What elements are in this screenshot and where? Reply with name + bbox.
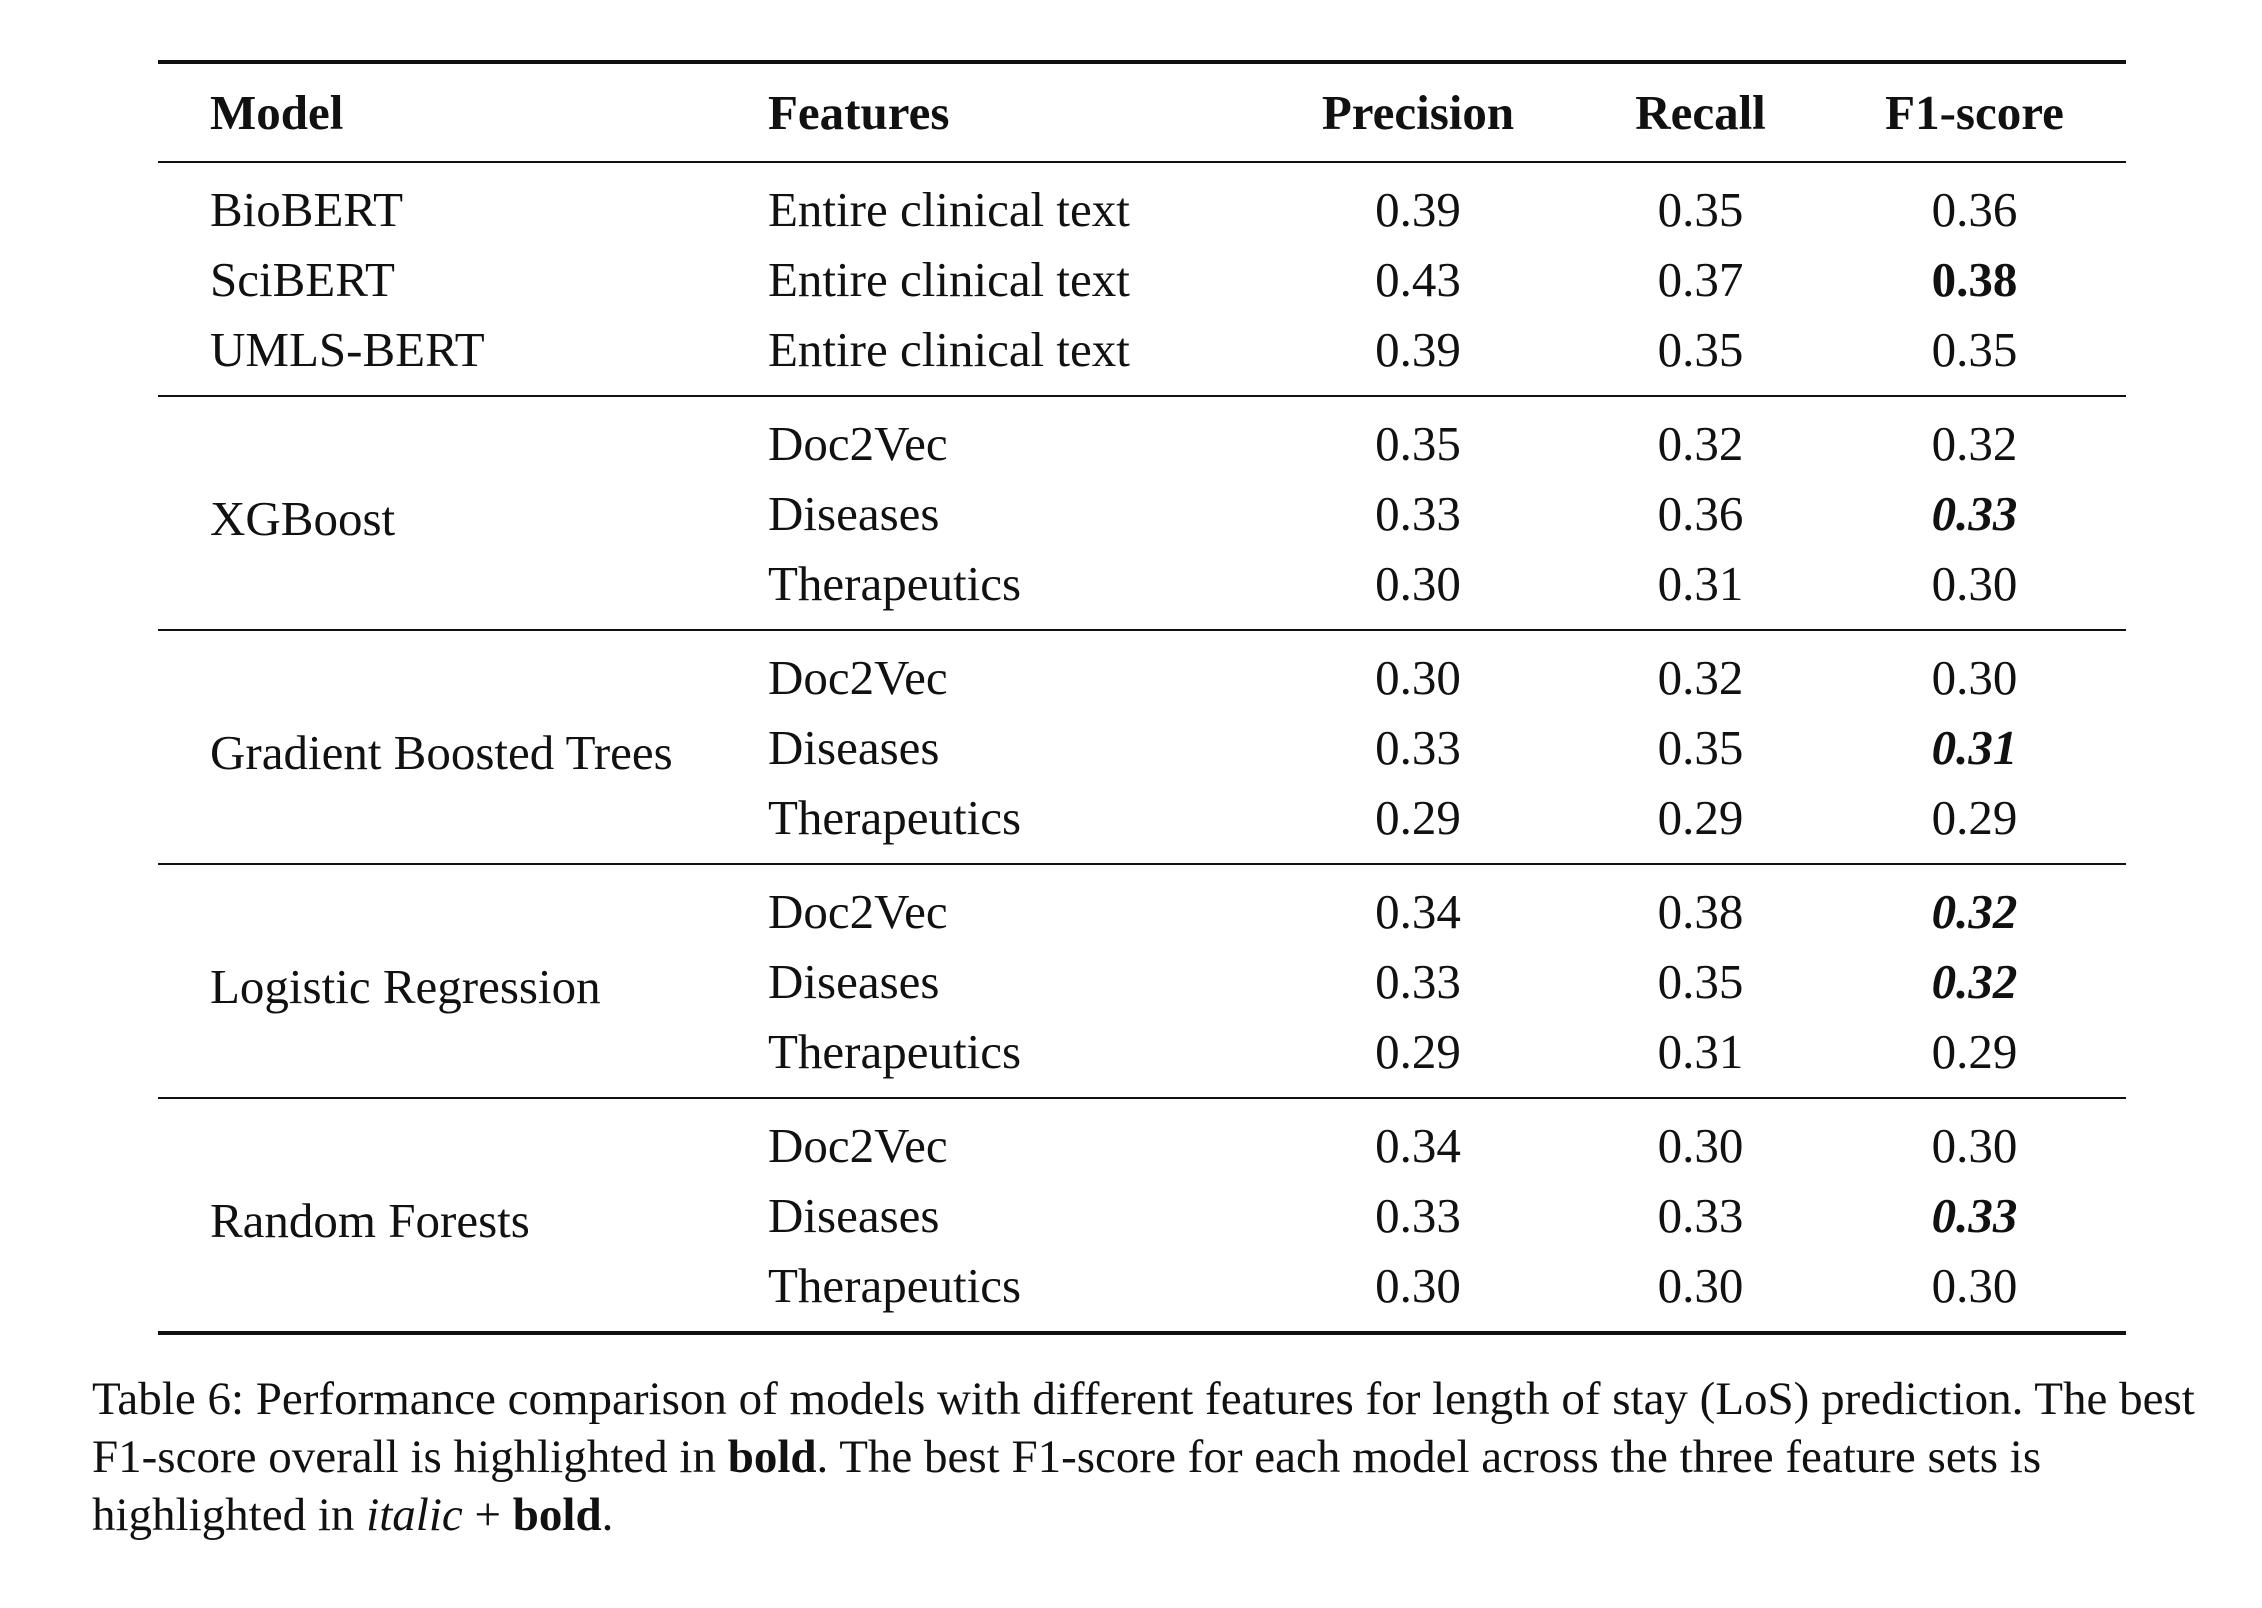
feature-name: Diseases [768,954,940,1009]
feature-name: Therapeutics [768,790,1022,845]
precision-value: 0.29 [1375,1024,1461,1079]
table-row [158,1098,2126,1181]
header-model: Model [210,84,344,140]
feature-name: Entire clinical text [768,182,1130,237]
precision-value: 0.33 [1375,954,1461,1009]
group-bert-models [158,162,2126,396]
feature-name: Therapeutics [768,556,1022,611]
caption-text-1: Table 6: Performance comparison of models with different features for length of stay (LoS) prediction. The best F1-score overall is highlighted in [92,1373,2195,1483]
table-row [158,162,2126,245]
header-features: Features [768,84,950,140]
table-caption [92,1370,2222,1544]
results-table [158,60,2126,1335]
precision-value: 0.35 [1375,416,1461,471]
feature-name: Diseases [768,1188,940,1243]
table-row [158,315,2126,396]
f1-value: 0.29 [1931,790,2018,845]
precision-value: 0.33 [1375,720,1461,775]
feature-name: Doc2Vec [768,1118,948,1173]
precision-value: 0.30 [1375,1258,1461,1313]
recall-value: 0.35 [1657,322,1744,377]
precision-value: 0.39 [1375,182,1461,237]
table-header-row [158,62,2126,162]
feature-name: Entire clinical text [768,322,1130,377]
f1-value: 0.30 [1931,1258,2018,1313]
recall-value: 0.31 [1657,556,1744,611]
group-xgboost [158,396,2126,630]
recall-value: 0.35 [1657,182,1744,237]
recall-value: 0.35 [1657,954,1744,1009]
model-name: BioBERT [210,182,404,237]
f1-value-best-model: 0.33 [1931,486,2018,541]
recall-value: 0.30 [1657,1118,1744,1173]
model-name: Random Forests [210,1193,530,1248]
feature-name: Doc2Vec [768,650,948,705]
feature-name: Diseases [768,720,940,775]
feature-name: Therapeutics [768,1258,1022,1313]
f1-value-best-model: 0.32 [1931,884,2018,939]
recall-value: 0.32 [1657,650,1744,705]
precision-value: 0.43 [1375,252,1461,307]
model-name: SciBERT [210,252,395,307]
caption-text-2: . The best F1-score for each model across the three feature sets is highlighted in [92,1431,2042,1541]
recall-value: 0.30 [1657,1258,1744,1313]
recall-value: 0.38 [1657,884,1744,939]
precision-value: 0.30 [1375,556,1461,611]
feature-name: Entire clinical text [768,252,1130,307]
caption-italic-word: italic [366,1489,463,1541]
model-name: UMLS-BERT [210,322,485,377]
model-name: Logistic Regression [210,959,601,1014]
model-name: Gradient Boosted Trees [210,725,673,780]
model-name: XGBoost [210,491,396,546]
f1-value: 0.30 [1931,556,2018,611]
precision-value: 0.29 [1375,790,1461,845]
precision-value: 0.33 [1375,486,1461,541]
caption-plus: + [462,1489,513,1541]
header-recall: Recall [1635,84,1766,140]
recall-value: 0.33 [1657,1188,1744,1243]
precision-value: 0.34 [1375,884,1461,939]
recall-value: 0.35 [1657,720,1744,775]
caption-end: . [601,1489,614,1541]
feature-name: Therapeutics [768,1024,1022,1079]
table-row [158,864,2126,947]
f1-value: 0.35 [1931,322,2018,377]
recall-value: 0.32 [1657,416,1744,471]
recall-value: 0.37 [1657,252,1744,307]
caption-bold-word: bold [727,1431,817,1483]
f1-value-best-model: 0.33 [1931,1188,2018,1243]
f1-value: 0.36 [1931,182,2018,237]
header-precision: Precision [1321,84,1515,140]
precision-value: 0.39 [1375,322,1461,377]
table-row [158,396,2126,479]
group-logistic-regression [158,864,2126,1098]
group-gradient-boosted-trees [158,630,2126,864]
f1-value-best-overall: 0.38 [1931,252,2018,307]
feature-name: Doc2Vec [768,416,948,471]
feature-name: Doc2Vec [768,884,948,939]
f1-value: 0.32 [1931,416,2018,471]
recall-value: 0.36 [1657,486,1744,541]
precision-value: 0.33 [1375,1188,1461,1243]
table-row [158,630,2126,713]
f1-value-best-model: 0.31 [1931,720,2018,775]
f1-value: 0.30 [1931,1118,2018,1173]
precision-value: 0.30 [1375,650,1461,705]
header-f1-score: F1-score [1885,84,2064,140]
group-random-forests [158,1098,2126,1333]
f1-value: 0.29 [1931,1024,2018,1079]
feature-name: Diseases [768,486,940,541]
precision-value: 0.34 [1375,1118,1461,1173]
results-table-figure [158,60,2126,1335]
recall-value: 0.31 [1657,1024,1744,1079]
f1-value-best-model: 0.32 [1931,954,2018,1009]
recall-value: 0.29 [1657,790,1744,845]
f1-value: 0.30 [1931,650,2018,705]
table-row [158,245,2126,315]
caption-bold-word-2: bold [512,1489,602,1541]
